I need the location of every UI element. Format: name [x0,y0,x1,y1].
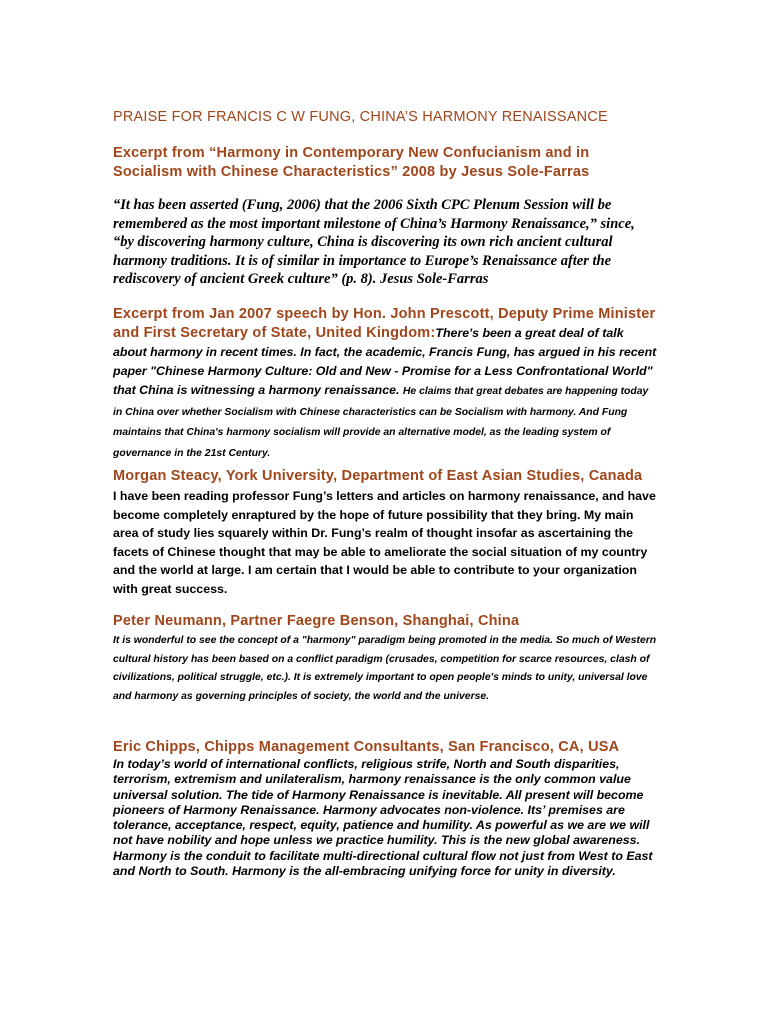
section-5-body: In today’s world of international conflicts, religious strife, North and South disparities, terrorism, extremism and unilateralism, harmony renaissance is the only common value universal solution. The tide of Harmony Renaissance is inevitable. All present will become pioneers of Harmony Renaissance. Harmony advocates non-violence. Its’ premises are tolerance, acceptance, respect, equity, patience and humility. As powerful as we are we will not have nobility and hope unless we practice humility. This is the new global awareness. Harmony is the conduit to facilitate multi-directional cultural flow not just from West to East and North to South. Harmony is the all-embracing unifying force for unity in diversity. [113,757,653,879]
section-1-heading: Excerpt from “Harmony in Contemporary New Confucianism and in Socialism with Chinese Characteristics” 2008 by Jesus Sole-Farras [113,145,590,180]
section-4-body: It is wonderful to see the concept of a "harmony" paradigm being promoted in the media. So much of Western cultural history has been based on a conflict paradigm (crusades, competition for scarce resources, clash of civilizations, political struggle, etc.). It is extremely important to open people's minds to unity, universal love and harmony as governing principles of society, the world and the universe. [113,635,657,702]
section-2 [113,305,658,463]
section-5-heading: Eric Chipps, Chipps Management Consultants, San Francisco, CA, USA [113,739,620,755]
section-2-body-part2: He claims that great debates are happening today in China over whether Socialism with Chinese characteristics can be Socialism with harmony. And Fung maintains that China's harmony socialism will provide an alternative model, as the leading system of governance in the 21st Century. [113,386,649,459]
section-4-heading: Peter Neumann, Partner Faegre Benson, Shanghai, China [113,613,520,629]
section-3-body: I have been reading professor Fung’s letters and articles on harmony renaissance, and have become completely enraptured by the hope of future possibility that they bring. My main area of study lies squarely within Dr. Fung’s realm of thought insofar as ascertaining the facets of Chinese thought that may be able to ameliorate the social situation of my country and the world at large. I am certain that I would be able to contribute to your organization with great success. [113,489,656,596]
page-title: PRAISE FOR FRANCIS C W FUNG, CHINA’S HARMONY RENAISSANCE [113,109,608,125]
section-1-body: “It has been asserted (Fung, 2006) that the 2006 Sixth CPC Plenum Session will be remembered as the most important milestone of China’s Harmony Renaissance,” since, “by discovering harmony culture, China is discovering its own rich ancient cultural harmony traditions. It is of similar in importance to Europe’s Renaissance after the rediscovery of ancient Greek culture” (p. 8). Jesus Sole-Farras [113,197,635,287]
section-3-heading: Morgan Steacy, York University, Department of East Asian Studies, Canada [113,468,643,484]
section-2-body-part1: There's been a great deal of talk about harmony in recent times. In fact, the academic, Francis Fung, has argued in his recent paper "Chinese Harmony Culture: Old and New - Promise for a Less Confrontational World" that China is witnessing a harmony renaissance. [113,326,657,397]
section-2-heading: Excerpt from Jan 2007 speech by Hon. John Prescott, Deputy Prime Minister and First Secretary of State, United Kingdom: [113,306,656,341]
